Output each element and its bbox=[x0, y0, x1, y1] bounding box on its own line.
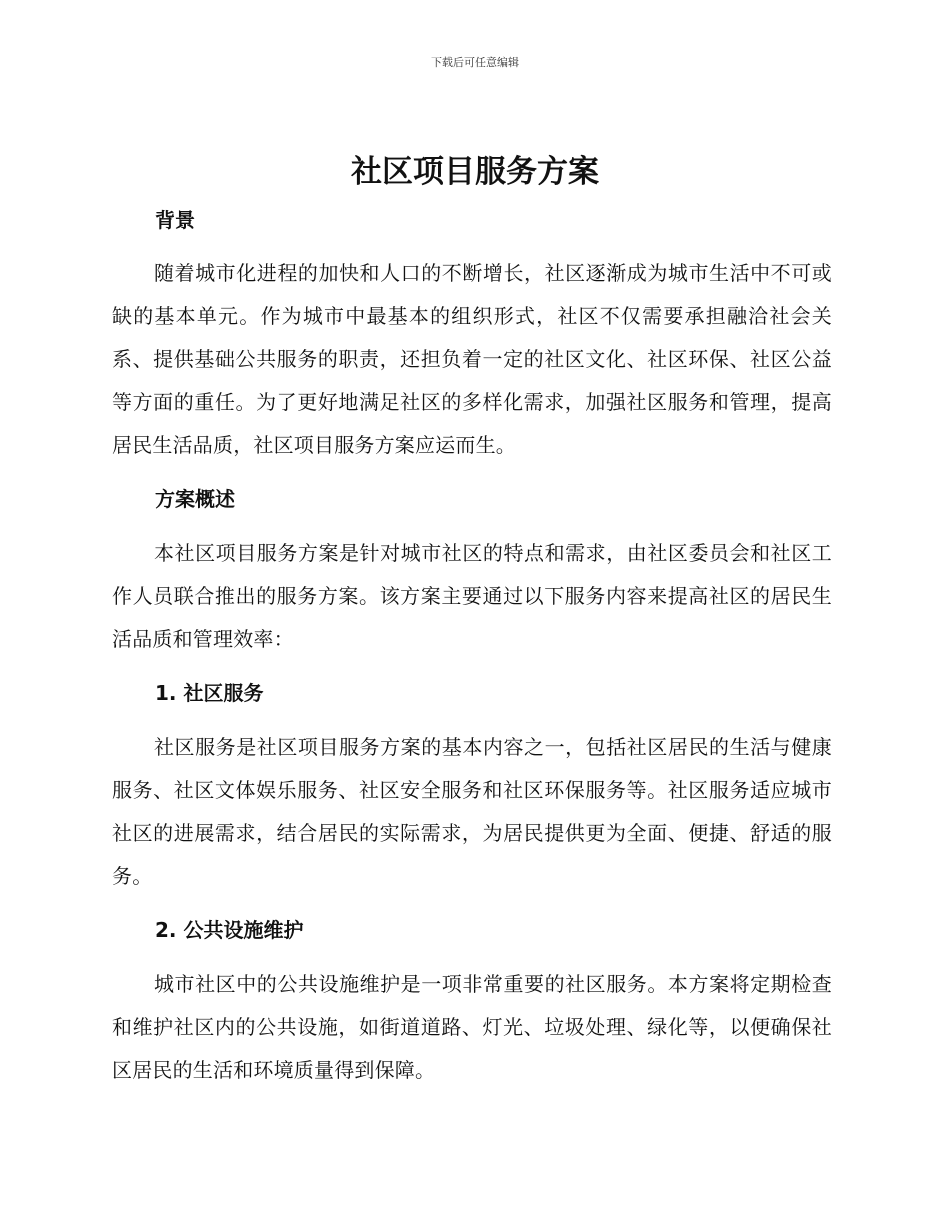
document-title: 社区项目服务方案 bbox=[351, 154, 599, 190]
section-heading-background: 背景 bbox=[155, 208, 195, 232]
page-header-note: 下载后可任意编辑 bbox=[431, 56, 519, 69]
section-paragraph-facility-maintenance: 城市社区中的公共设施维护是一项非常重要的社区服务。本方案将定期检查和维护社区内的公共设施，如街道道路、灯光、垃圾处理、绿化等，以便确保社区居民的生活和环境质量得到保障。 bbox=[112, 972, 832, 1082]
section-paragraph-overview: 本社区项目服务方案是针对城市社区的特点和需求，由社区委员会和社区工作人员联合推出的服务方案。该方案主要通过以下服务内容来提高社区的居民生活品质和管理效率： bbox=[112, 541, 832, 651]
section-heading-facility-maintenance: 2. 公共设施维护 bbox=[155, 918, 304, 942]
section-paragraph-community-service: 社区服务是社区项目服务方案的基本内容之一，包括社区居民的生活与健康服务、社区文体娱乐服务、社区安全服务和社区环保服务等。社区服务适应城市社区的进展需求，结合居民的实际需求，为居民提供更为全面、便捷、舒适的服务。 bbox=[112, 735, 832, 888]
section-heading-community-service: 1. 社区服务 bbox=[155, 681, 264, 705]
section-heading-overview: 方案概述 bbox=[155, 487, 235, 511]
section-paragraph-background: 随着城市化进程的加快和人口的不断增长，社区逐渐成为城市生活中不可或缺的基本单元。作为城市中最基本的组织形式，社区不仅需要承担融洽社会关系、提供基础公共服务的职责，还担负着一定的社区文化、社区环保、社区公益等方面的重任。为了更好地满足社区的多样化需求，加强社区服务和管理，提高居民生活品质，社区项目服务方案应运而生。 bbox=[112, 261, 832, 457]
